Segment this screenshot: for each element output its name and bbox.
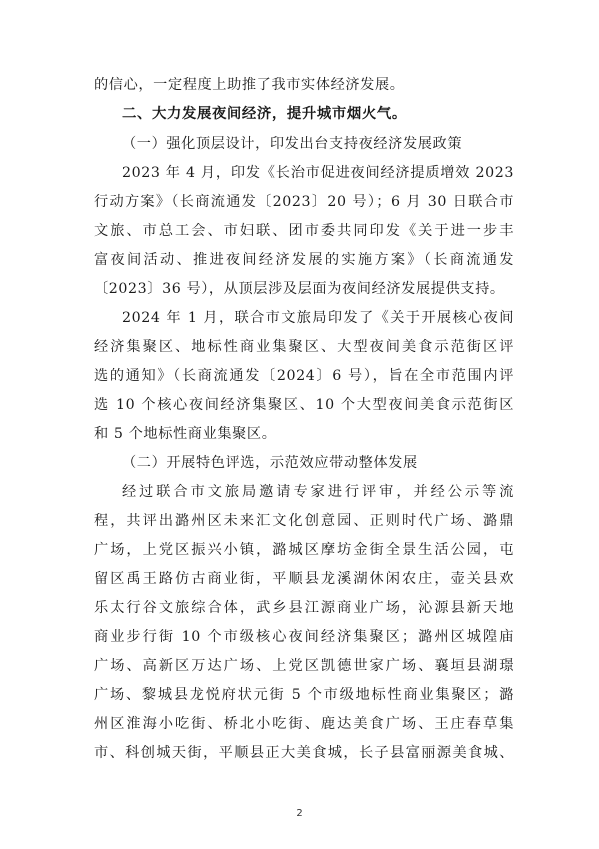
body-line: 广场，上党区振兴小镇，潞城区摩坊金街全景生活公园，屯	[94, 542, 514, 558]
body-line: 〔2023〕36 号），从顶层涉及层面为夜间经济发展提供支持。	[94, 281, 505, 297]
body-line: 广场、高新区万达广场、上党区凯德世家广场、襄垣县湖璟	[94, 658, 514, 674]
body-line: 和 5 个地标性商业集聚区。	[94, 426, 277, 442]
body-line: 经过联合市文旅局邀请专家进行评审，并经公示等流	[122, 484, 514, 500]
body-line: 商业步行街 10 个市级核心夜间经济集聚区；潞州区城隍庙	[94, 629, 514, 645]
body-line: 州区淮海小吃街、桥北小吃街、鹿达美食广场、王庄春草集	[94, 716, 514, 732]
body-line: 2024 年 1 月，联合市文旅局印发了《关于开展核心夜间	[122, 310, 514, 326]
body-line: 2023 年 4 月，印发《长治市促进夜间经济提质增效 2023	[122, 165, 514, 181]
body-line: 广场、黎城县龙悦府状元街 5 个市级地标性商业集聚区；潞	[94, 687, 514, 703]
body-line: 乐太行谷文旅综合体，武乡县江源商业广场，沁源县新天地	[94, 600, 514, 616]
body-line: 市、科创城天街，平顺县正大美食城，长子县富丽源美食城、	[94, 745, 514, 761]
body-line: 文旅、市总工会、市妇联、团市委共同印发《关于进一步丰	[94, 223, 514, 239]
body-line: 富夜间活动、推进夜间经济发展的实施方案》（长商流通发	[94, 252, 514, 268]
section-heading: 二、大力发展夜间经济，提升城市烟火气。	[122, 106, 407, 122]
page-number: 2	[296, 808, 303, 819]
body-line: 选 10 个核心夜间经济集聚区、10 个大型夜间美食示范街区	[94, 397, 514, 413]
body-line: 经济集聚区、地标性商业集聚区、大型夜间美食示范街区评	[94, 339, 514, 355]
subsection-heading: （二）开展特色评选，示范效应带动整体发展	[122, 455, 418, 471]
body-line: 行动方案》（长商流通发〔2023〕20 号）；6 月 30 日联合市	[94, 194, 514, 210]
body-line: 留区禹王路仿古商业街，平顺县龙溪湖休闲农庄，壶关县欢	[94, 571, 514, 587]
subsection-heading: （一）强化顶层设计，印发出台支持夜经济发展政策	[122, 136, 463, 152]
body-line: 程，共评出潞州区未来汇文化创意园、正则时代广场、潞鼎	[94, 513, 514, 529]
body-line: 选的通知》（长商流通发〔2024〕6 号），旨在全市范围内评	[94, 368, 514, 384]
body-line: 的信心，一定程度上助推了我市实体经济发展。	[94, 77, 405, 93]
